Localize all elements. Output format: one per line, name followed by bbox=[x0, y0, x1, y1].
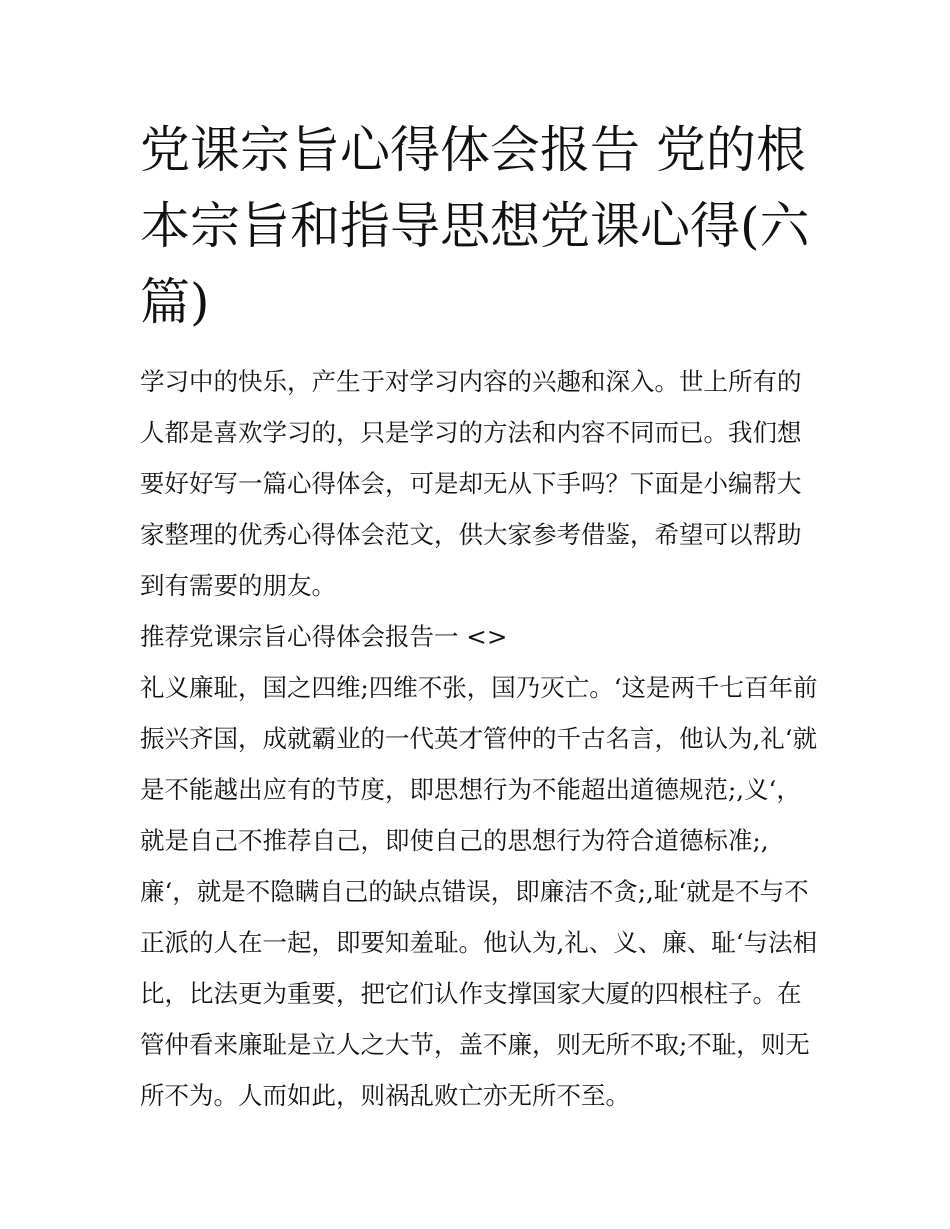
intro-paragraph: 学习中的快乐，产生于对学习内容的兴趣和深入。世上所有的人都是喜欢学习的，只是学习的方法和内容不同而已。我们想要好好写一篇心得体会，可是却无从下手吗？下面是小编帮大家整理的优秀心得体会范文，供大家参考借鉴，希望可以帮助到有需要的朋友。 bbox=[140, 367, 802, 600]
document-title: 党课宗旨心得体会报告 党的根本宗旨和指导思想党课心得(六篇) bbox=[140, 121, 810, 331]
document-body bbox=[140, 356, 820, 1121]
section-heading: 推荐党课宗旨心得体会报告一 <> bbox=[140, 622, 508, 651]
section-paragraph: 礼义廉耻，国之四维;四维不张，国乃灭亡。‘这是两千七百年前振兴齐国，成就霸业的一代英才管仲的千古名言，他认为,礼‘就是不能越出应有的节度，即思想行为不能超出道德规范;,义‘，就是自己不推荐自己，即使自己的思想行为符合道德标准;,廉‘，就是不隐瞒自己的缺点错误，即廉洁不贪;,耻‘就是不与不正派的人在一起，即要知羞耻。他认为,礼、义、廉、耻‘与法相比，比法更为重要，把它们认作支撑国家大厦的四根柱子。在管仲看来廉耻是立人之大节，盖不廉，则无所不取;不耻，则无所不为。人而如此，则祸乱败亡亦无所不至。 bbox=[140, 673, 818, 1110]
